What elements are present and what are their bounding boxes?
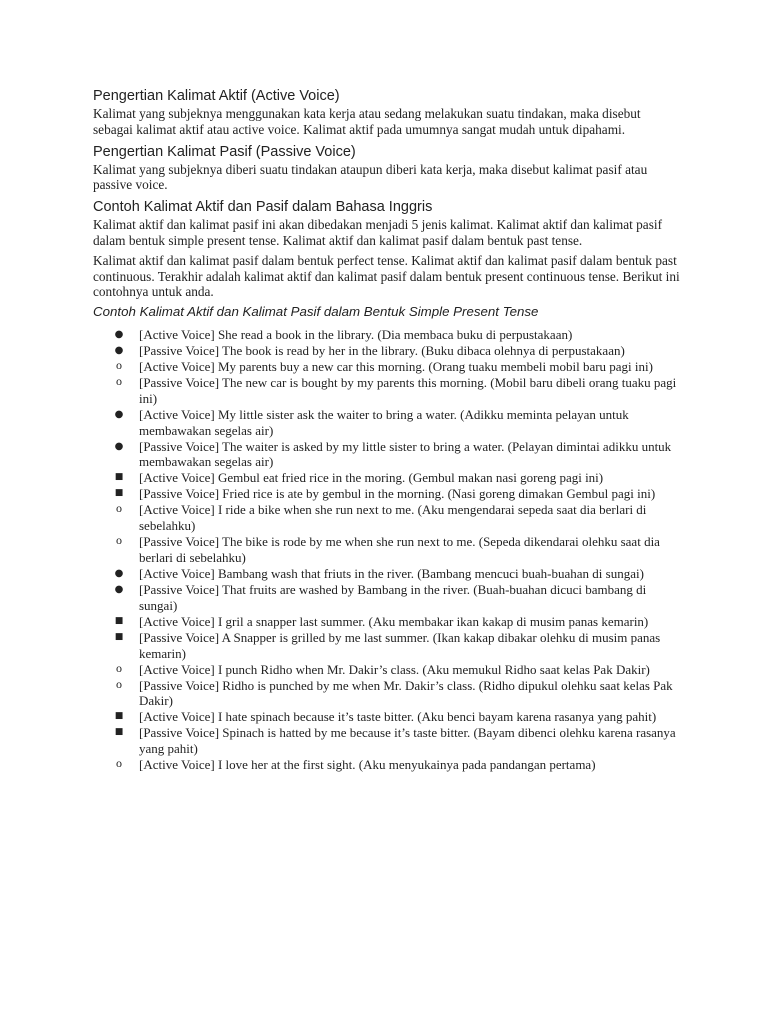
list-item <box>93 343 683 359</box>
list-item-text: [Passive Voice] Spinach is hatted by me because it’s taste bitter. (Bayam dibenci olehku karena rasanya yang pahit) <box>139 725 676 757</box>
list-item-text: [Active Voice] I punch Ridho when Mr. Dakir’s class. (Aku memukul Ridho saat kelas Pak Dakir) <box>139 661 650 677</box>
list-item-text: [Active Voice] I ride a bike when she run next to me. (Aku mengendarai sepeda saat dia berlari di sebelahku) <box>139 502 647 534</box>
dot-bullet-icon: ● <box>114 568 124 579</box>
paragraph-examples-types: Kalimat aktif dan kalimat pasif dalam bentuk perfect tense. Kalimat aktif dan kalimat pasif dalam bentuk past continuous. Terakhir adalah kalimat aktif dan kalimat pasif dalam bentuk present continuous tense. Berikut ini contohnya untuk anda. <box>93 252 680 300</box>
list-item <box>93 566 683 582</box>
square-bullet-icon: ■ <box>114 711 124 722</box>
dot-bullet-icon: ● <box>114 329 124 341</box>
list-item <box>93 470 683 486</box>
list-item-text: [Active Voice] My little sister ask the waiter to bring a water. (Adikku meminta pelayan untuk membawakan segelas air) <box>139 406 629 438</box>
list-item-text: [Passive Voice] A Snapper is grilled by me last summer. (Ikan kakap dibakar olehku di musim panas kemarin) <box>139 629 661 661</box>
list-item <box>93 486 683 502</box>
list-item-text: [Passive Voice] The waiter is asked by my little sister to bring a water. (Pelayan dimintai adikku untuk membawakan segelas air) <box>139 438 672 470</box>
list-item <box>93 678 683 710</box>
list-item-text: [Active Voice] Gembul eat fried rice in the moring. (Gembul makan nasi goreng pagi ini) <box>139 470 604 486</box>
dot-bullet-icon: ● <box>114 345 124 357</box>
paragraph-active-definition: Kalimat yang subjeknya menggunakan kata kerja atau sedang melakukan suatu tindakan, maka disebut sebagai kalimat aktif atau active voice. Kalimat aktif pada umumnya sangat mudah untuk dipahami. <box>93 106 641 137</box>
circle-bullet-icon: o <box>116 358 122 373</box>
list-item <box>93 614 683 630</box>
list-item <box>93 709 683 725</box>
dot-bullet-icon: ● <box>114 440 124 452</box>
list-item <box>93 502 683 534</box>
list-item <box>93 662 683 678</box>
list-item <box>93 407 683 439</box>
list-item-text: [Active Voice] Bambang wash that friuts in the river. (Bambang mencuci buah-buahan di sungai) <box>139 566 644 581</box>
square-bullet-icon: ■ <box>114 488 124 499</box>
circle-bullet-icon: o <box>116 676 122 691</box>
section-heading-active: Pengertian Kalimat Aktif (Active Voice) <box>93 88 340 104</box>
square-bullet-icon: ■ <box>114 472 124 483</box>
dot-bullet-icon: ● <box>114 408 124 420</box>
subheading-simple-present: Contoh Kalimat Aktif dan Kalimat Pasif dalam Bentuk Simple Present Tense <box>93 304 539 320</box>
list-item-text: [Passive Voice] The book is read by her in the library. (Buku dibaca olehnya di perpustakaan) <box>139 343 625 359</box>
paragraph-passive-definition: Kalimat yang subjeknya diberi suatu tindakan ataupun diberi kata kerja, maka disebut kalimat pasif atau passive voice. <box>93 161 648 193</box>
square-bullet-icon: ■ <box>114 631 124 642</box>
list-item <box>93 439 683 471</box>
list-item <box>93 630 683 662</box>
list-item <box>93 534 683 566</box>
list-item-text: [Passive Voice] Fried rice is ate by gembul in the morning. (Nasi goreng dimakan Gembul pagi ini) <box>139 486 656 502</box>
list-item-text: [Passive Voice] The bike is rode by me when she run next to me. (Sepeda dikendarai olehku saat dia berlari di sebelahku) <box>139 534 660 566</box>
paragraph-examples-intro: Kalimat aktif dan kalimat pasif ini akan dibedakan menjadi 5 jenis kalimat. Kalimat aktif dan kalimat pasif dalam bentuk simple present tense. Kalimat aktif dan kalimat pasif dalam bentuk past tense. <box>93 217 663 248</box>
circle-bullet-icon: o <box>116 660 122 675</box>
section-heading-passive: Pengertian Kalimat Pasif (Passive Voice) <box>93 143 356 160</box>
list-item <box>93 757 683 773</box>
list-item-text: [Passive Voice] The new car is bought by my parents this morning. (Mobil baru dibeli orang tuaku pagi ini) <box>139 375 677 406</box>
square-bullet-icon: ■ <box>114 615 124 626</box>
list-item <box>93 375 683 407</box>
list-item <box>93 582 683 614</box>
list-item-text: [Active Voice] She read a book in the library. (Dia membaca buku di perpustakaan) <box>139 327 573 343</box>
list-item <box>93 725 683 757</box>
list-item-text: [Active Voice] I gril a snapper last summer. (Aku membakar ikan kakap di musim panas kemarin) <box>139 613 649 629</box>
list-item-text: [Passive Voice] Ridho is punched by me when Mr. Dakir’s class. (Ridho dipukul olehku saat kelas Pak Dakir) <box>139 677 673 709</box>
circle-bullet-icon: o <box>116 501 122 516</box>
list-item-text: [Active Voice] My parents buy a new car this morning. (Orang tuaku membeli mobil baru pagi ini) <box>139 359 653 375</box>
dot-bullet-icon: ● <box>114 583 124 595</box>
list-item <box>93 327 683 343</box>
list-item <box>93 359 683 375</box>
circle-bullet-icon: o <box>116 533 122 548</box>
list-item-text: [Passive Voice] That fruits are washed by Bambang in the river. (Buah-buahan dicuci bambang di sungai) <box>139 581 647 613</box>
list-item-text: [Active Voice] I love her at the first sight. (Aku menyukainya pada pandangan pertama) <box>139 757 596 773</box>
circle-bullet-icon: o <box>116 756 122 771</box>
list-item-text: [Active Voice] I hate spinach because it’s taste bitter. (Aku benci bayam karena rasanya yang pahit) <box>139 709 657 725</box>
circle-bullet-icon: o <box>116 374 122 389</box>
square-bullet-icon: ■ <box>114 727 124 738</box>
example-list <box>93 327 683 773</box>
document-page <box>93 86 683 773</box>
section-heading-examples: Contoh Kalimat Aktif dan Pasif dalam Bahasa Inggris <box>93 199 433 216</box>
